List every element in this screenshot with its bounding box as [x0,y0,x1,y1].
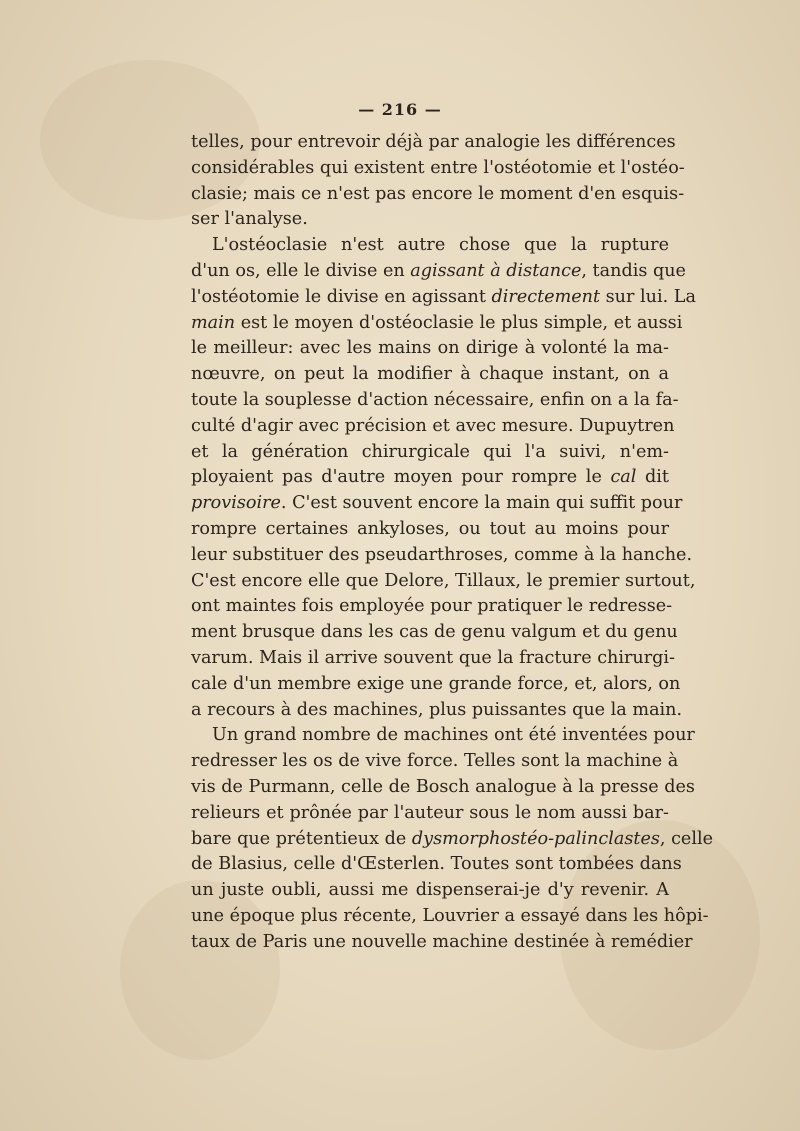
text-line [191,336,669,362]
text-line [191,698,683,724]
text-segment: est le moyen d'ostéoclasie le plus simple, et aussi [235,312,683,333]
text-line [191,259,686,285]
text-line [191,594,673,620]
text-segment: et la génération chirurgicale qui l'a suivi, n'em- [191,441,669,462]
italic-text: provisoire [191,493,281,514]
text-line [191,904,709,930]
text-segment: culté d'agir avec précision et avec mesure. Dupuytren [191,415,675,436]
text-line [191,182,685,208]
text-line [191,388,679,414]
text-segment: d'un os, elle le divise en [191,260,411,281]
text-line [191,517,669,543]
text-segment: clasie; mais ce n'est pas encore le moment d'en esquis- [191,183,685,204]
italic-text: main [191,312,236,333]
text-segment: varum. Mais il arrive souvent que la fracture chirurgi- [191,647,675,668]
text-line [191,827,714,853]
text-segment: . C'est souvent encore la main qui suffit pour [280,493,683,514]
text-line [191,233,669,259]
italic-text: dysmorphostéo-palinclastes [411,828,660,849]
text-line [191,852,682,878]
text-line [191,569,696,595]
text-segment: l'ostéotomie le divise en agissant [191,286,492,307]
text-segment: sur lui. La [600,286,696,307]
text-line [191,723,695,749]
text-segment: toute la souplesse d'action nécessaire, enfin on a la fa- [191,389,679,410]
text-segment: nœuvre, on peut la modifier à chaque instant, on a [191,364,669,385]
text-line [191,440,669,466]
text-segment: dit [636,467,669,488]
text-segment: ment brusque dans les cas de genu valgum et du genu [191,622,678,643]
text-line [191,878,669,904]
text-segment: bare que prétentieux de [191,828,412,849]
text-segment: considérables qui existent entre l'ostéotomie et l'ostéo- [191,157,685,178]
text-line [191,775,695,801]
body-text [191,130,714,956]
text-segment: une époque plus récente, Louvrier a essayé dans les hôpi- [191,905,709,926]
text-segment: ployaient pas d'autre moyen pour rompre le [191,467,611,488]
text-segment: de Blasius, celle d'Œsterlen. Toutes sont tombées dans [191,854,682,875]
text-segment: redresser les os de vive force. Telles sont la machine à [191,751,679,772]
italic-text: directement [491,286,601,307]
text-segment: ser l'analyse. [191,209,308,230]
text-segment: ont maintes fois employée pour pratiquer le redresse- [191,596,673,617]
text-line [191,672,681,698]
text-segment: Un grand nombre de machines ont été inventées pour [212,725,695,746]
text-line [191,311,683,337]
text-segment: , tandis que [581,260,686,281]
text-segment: vis de Purmann, celle de Bosch analogue à la presse des [191,776,695,797]
text-line [191,749,679,775]
text-segment: rompre certaines ankyloses, ou tout au moins pour [191,518,669,539]
text-line [191,156,685,182]
text-segment: a recours à des machines, plus puissantes que la main. [191,699,683,720]
text-segment: L'ostéoclasie n'est autre chose que la rupture [212,235,669,256]
text-segment: relieurs et prônée par l'auteur sous le nom aussi bar- [191,802,669,823]
text-segment: , celle [659,828,714,849]
page-number: — 216 — [358,100,442,119]
italic-text: cal [610,467,637,488]
text-line [191,362,669,388]
text-line [191,414,675,440]
text-segment: taux de Paris une nouvelle machine destinée à remédier [191,931,693,952]
text-line [191,491,683,517]
text-segment: un juste oubli, aussi me dispenserai-je d'y revenir. A [191,880,669,901]
text-line [191,130,676,156]
text-segment: cale d'un membre exige une grande force, et, alors, on [191,673,681,694]
text-segment: C'est encore elle que Delore, Tillaux, le premier surtout, [191,570,696,591]
text-line [191,620,678,646]
text-segment: telles, pour entrevoir déjà par analogie les différences [191,132,676,152]
text-line [191,646,675,672]
text-segment: leur substituer des pseudarthroses, comme à la hanche. [191,544,693,565]
text-line [191,930,693,956]
italic-text: agissant à distance [410,260,582,281]
text-segment: le meilleur: avec les mains on dirige à volonté la ma- [191,338,669,359]
text-line [191,465,669,491]
text-line [191,543,693,569]
text-line [191,207,669,233]
text-line [191,801,669,827]
text-line [191,285,696,311]
